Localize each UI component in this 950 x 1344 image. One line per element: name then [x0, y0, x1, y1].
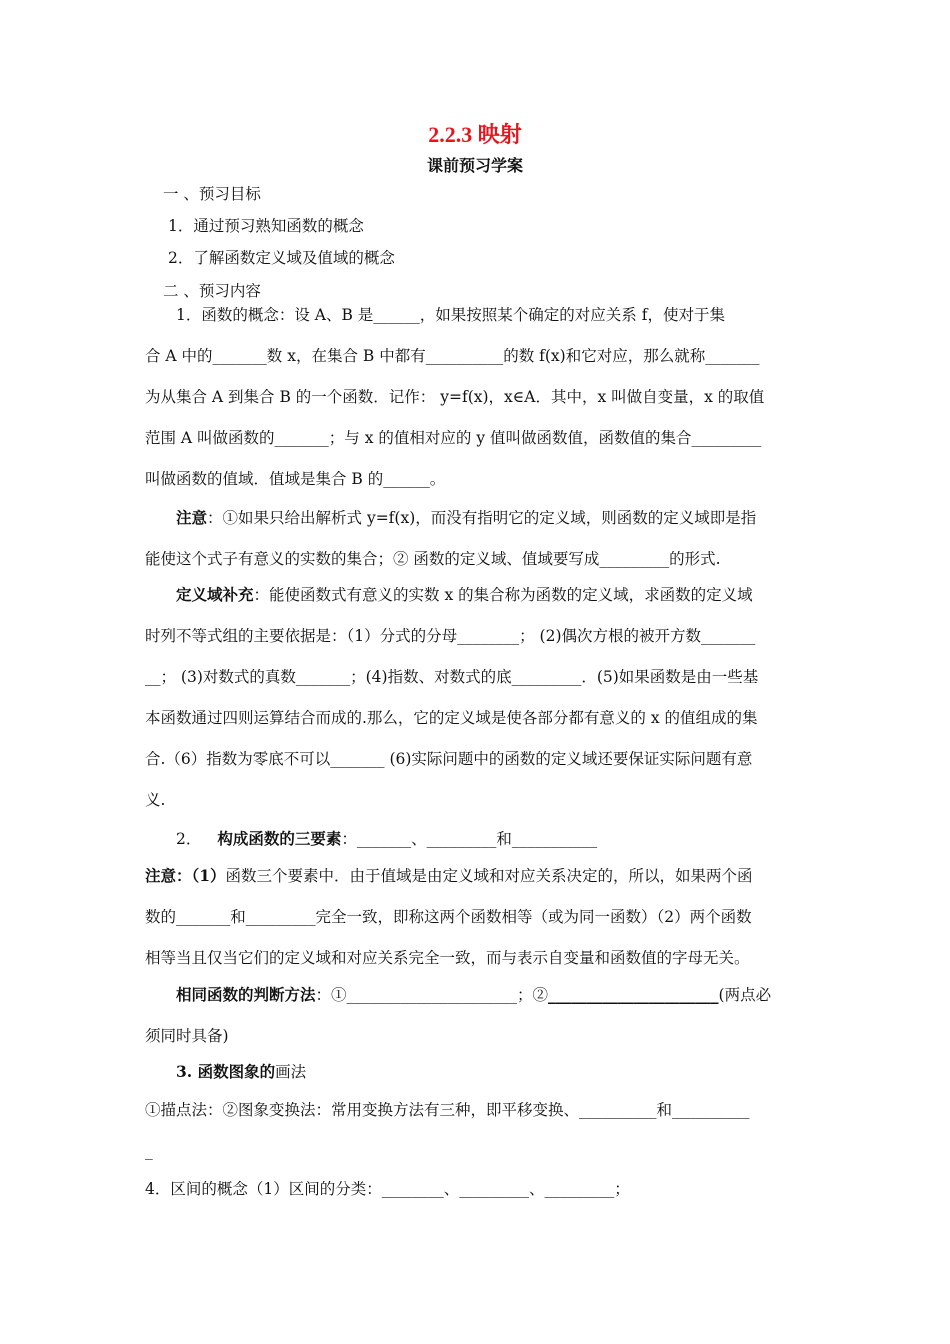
note-line [176, 508, 844, 528]
section-heading-goals: 一 、预习目标 [163, 185, 261, 203]
same-function-tail: (两点必 [718, 986, 772, 1004]
paragraph-line: __； (3)对数式的真数_______；(4)指数、对数式的底_________．(5)如果函数是由一些基 [145, 668, 759, 686]
three-elements-blanks: ：_______、_________和___________ [341, 830, 598, 848]
paragraph-line: 1．函数的概念：设 A、B 是______，如果按照某个确定的对应关系 f，使对于集 [176, 306, 725, 324]
three-elements-line [176, 829, 844, 849]
section-heading-content: 二 、预习内容 [163, 282, 261, 300]
paragraph-line: 能使这个式子有意义的实数的集合；② 函数的定义域、值域要写成_________的形式. [145, 550, 721, 568]
note-label: 注意 [176, 508, 208, 527]
same-function-blank-2: ______________________ [548, 985, 719, 1004]
domain-supplement-label: 定义域补充 [176, 585, 254, 604]
graph-method-heading [176, 1062, 844, 1082]
paragraph-line: 为从集合 A 到集合 B 的一个函数．记作： y=f(x)，x∈A．其中，x 叫做自变量，x 的取值 [145, 388, 765, 406]
page-subtitle: 课前预习学案 [426, 156, 523, 175]
graph-method-text: 画法 [275, 1063, 307, 1081]
paragraph-line: 数的_______和_________完全一致，即称这两个函数相等（或为同一函数）（2）两个函数 [145, 908, 752, 926]
note-text-2: 函数三个要素中．由于值域是由定义域和对应关系决定的，所以，如果两个函 [225, 867, 753, 885]
paragraph-line: 须同时具备) [145, 1027, 229, 1045]
paragraph-line: 本函数通过四则运算结合而成的.那么，它的定义域是使各部分都有意义的 x 的值组成的集 [145, 709, 758, 727]
domain-supplement-text: ：能使函数式有意义的实数 x 的集合称为函数的定义域，求函数的定义域 [253, 586, 753, 604]
paragraph-line: 叫做函数的值域．值域是集合 B 的______。 [145, 470, 446, 488]
paragraph-line: 范围 A 叫做函数的_______；与 x 的值相对应的 y 值叫做函数值，函数值的集合_________ [145, 429, 762, 447]
paragraph-line: ①描点法：②图象变换法：常用变换方法有三种，即平移变换、__________和__________ [145, 1101, 750, 1119]
item-number: 2． [176, 830, 202, 848]
paragraph-line: 相等当且仅当它们的定义域和对应关系完全一致，而与表示自变量和函数值的字母无关。 [145, 949, 750, 967]
paragraph-line: 合 A 中的_______数 x，在集合 B 中都有__________的数 f(x)和它对应，那么就称_______ [145, 347, 760, 365]
same-function-blank-1: ：①______________________；② [315, 986, 549, 1004]
three-elements-label: 构成函数的三要素 [217, 829, 342, 848]
note-label-2: 注意：（1） [145, 866, 226, 885]
paragraph-line: 合.（6）指数为零底不可以_______ (6)实际问题中的函数的定义域还要保证实际问题有意 [145, 750, 753, 768]
graph-method-label: 3. 函数图象的 [176, 1062, 276, 1081]
interval-concept-line: 4．区间的概念（1）区间的分类：________、_________、_________； [145, 1180, 630, 1198]
goal-item-2: 2．了解函数定义域及值域的概念 [168, 249, 395, 267]
goal-item-1: 1．通过预习熟知函数的概念 [168, 217, 364, 235]
paragraph-line: 义. [145, 791, 166, 809]
domain-supplement-line [176, 585, 844, 605]
note-text: ：①如果只给出解析式 y=f(x)，而没有指明它的定义域，则函数的定义域即是指 [207, 509, 757, 527]
same-function-line [176, 985, 844, 1005]
paragraph-line: _ [145, 1142, 153, 1160]
paragraph-line: 时列不等式组的主要依据是：（1）分式的分母________； (2)偶次方根的被开方数_______ [145, 627, 756, 645]
page-title: 2.2.3 映射 [428, 122, 522, 147]
same-function-label: 相同函数的判断方法 [176, 985, 316, 1004]
note-line-2 [145, 866, 813, 886]
